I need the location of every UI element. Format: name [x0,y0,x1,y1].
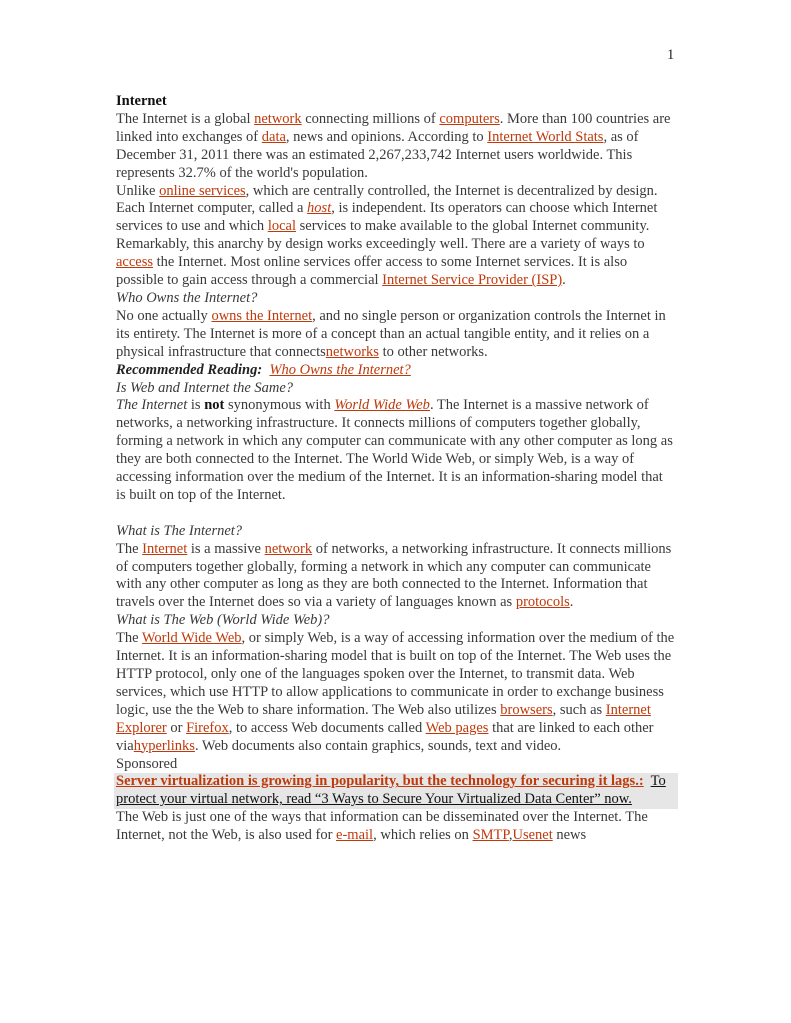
link-who-owns-the-internet[interactable]: Who Owns the Internet? [269,361,411,378]
link-network[interactable]: network [264,540,313,557]
text: , is independent. Its operators can choose which Internet services to use and which [116,200,658,235]
link-web-pages[interactable]: Web pages [425,719,489,736]
text: , as of December 31, 2011 there was an estimated 2,267,233,742 Internet users worldwide. This represents 32.7% of the world's population. [116,128,639,181]
link-local[interactable]: local [267,218,296,235]
text: to other networks. [378,343,488,360]
link-browsers[interactable]: browsers [500,701,553,718]
link-online-services[interactable]: online services [159,182,246,199]
text: or [166,719,187,736]
paragraph-web-vs-internet [116,397,676,504]
link-networks[interactable]: networks [325,343,379,360]
sponsored-body-link[interactable]: To protect your virtual network, read “3 Ways to Secure Your Virtualized Data Center” now. [116,773,666,808]
paragraph-what-is-web [116,630,676,755]
text: The Internet [116,397,188,414]
text-emphasis: not [204,397,225,414]
link-computers[interactable]: computers [439,110,500,127]
link-usenet[interactable]: Usenet [512,827,553,844]
heading-who-owns: Who Owns the Internet? [116,289,258,306]
heading-what-is-internet: What is The Internet? [116,522,243,539]
link-world-wide-web[interactable]: World Wide Web [141,630,242,647]
link-internet-explorer[interactable]: Internet Explorer [116,701,651,736]
link-firefox[interactable]: Firefox [186,719,229,736]
text: of networks, a networking infrastructure. It connects millions of computers together globally, forming a network in which any computer can communicate with any other computer as long as they are both connected to the Internet. Information that travels over the Internet does so via a variety of languages known as [116,540,672,611]
link-host[interactable]: host [307,200,332,217]
link-smtp[interactable]: SMTP [472,827,509,844]
text: , to access Web documents called [228,719,426,736]
link-e-mail[interactable]: e-mail [336,827,374,844]
link-access[interactable]: access [116,254,154,271]
text: . The Internet is a massive network of networks, a networking infrastructure. It connects millions of computers together globally, forming a network in which any computer can communicate with any other computer as long as they are both connected to the Internet. The World Wide Web, or simply Web, is a way of accessing information over the medium of the Internet. It is an information-sharing model that is built on top of the Internet. [116,397,673,503]
text: is [187,397,205,414]
text: , news and opinions. According to [285,128,488,145]
text: services to make available to the global Internet community. Remarkably, this anarchy by design works exceedingly well. There are a variety of ways to [116,218,650,253]
text: The Web is just one of the ways that information can be disseminated over the Internet. The Internet, not the Web, is also used for [116,809,648,844]
text: . [562,272,566,289]
link-hyperlinks[interactable]: hyperlinks [133,737,195,754]
paragraph-intro [116,111,676,183]
text: . More than 100 countries are linked into exchanges of [116,110,671,145]
spacer [116,505,676,523]
text: . Web documents also contain graphics, sounds, text and video. [194,737,562,754]
link-world-wide-web[interactable]: World Wide Web [334,397,430,414]
sponsored-headline-link[interactable]: Server virtualization is growing in popularity, but the technology for securing it lags.: [116,773,644,790]
sponsored-label: Sponsored [116,755,178,772]
text: The Internet is a global [116,110,255,127]
document-title: Internet [116,93,167,109]
link-data[interactable]: data [261,128,286,145]
heading-web-vs-internet: Is Web and Internet the Same? [116,379,294,396]
recommended-reading [116,362,676,380]
link-internet[interactable]: Internet [142,540,188,557]
page-number: 1 [667,47,675,63]
text: , which are centrally controlled, the Internet is decentralized by design. Each Internet computer, called a [116,182,658,217]
paragraph-what-is-internet [116,541,676,613]
text: is a massive [187,540,265,557]
paragraph-ownership [116,308,676,362]
text: The [116,630,142,647]
text: , [508,827,513,844]
link-network[interactable]: network [254,110,302,127]
text: connecting millions of [301,110,440,127]
link-owns-the-internet[interactable]: owns the Internet [211,307,313,324]
heading-what-is-web: What is The Web (World Wide Web)? [116,612,330,629]
text: , and no single person or organization controls the Internet in its entirety. The Internet is more of a concept than an actual tangible entity, and it relies on a physical infrastructure that connects [116,307,666,360]
text: . [569,594,574,611]
link-internet-world-stats[interactable]: Internet World Stats [487,128,604,145]
text: The [116,540,143,557]
recommended-label: Recommended Reading: [116,361,263,378]
link-isp[interactable]: Internet Service Provider (ISP) [382,272,563,289]
text: news [552,827,587,844]
text: No one actually [116,307,212,324]
text: that are linked to each other via [116,719,654,754]
text: the Internet. Most online services offer access to some Internet services. It is also possible to gain access through a commercial [116,254,628,289]
paragraph-decentralized [116,183,676,290]
text: synonymous with [224,397,335,414]
text: Unlike [116,182,160,199]
text: , such as [552,701,606,718]
paragraph-web-dissemination [116,809,676,845]
text: , or simply Web, is a way of accessing information over the medium of the Internet. It is an information-sharing model that is built on top of the Internet. The Web uses the HTTP protocol, only one of the languages spoken over the Internet, to transmit data. Web services, which use HTTP to allow applications to communicate in order to exchange business logic, use the the Web to share information. The Web also utilizes [116,630,675,718]
link-protocols[interactable]: protocols [515,594,570,611]
document-body [116,93,676,845]
sponsored-ad[interactable] [114,773,678,809]
text: , which relies on [373,827,473,844]
